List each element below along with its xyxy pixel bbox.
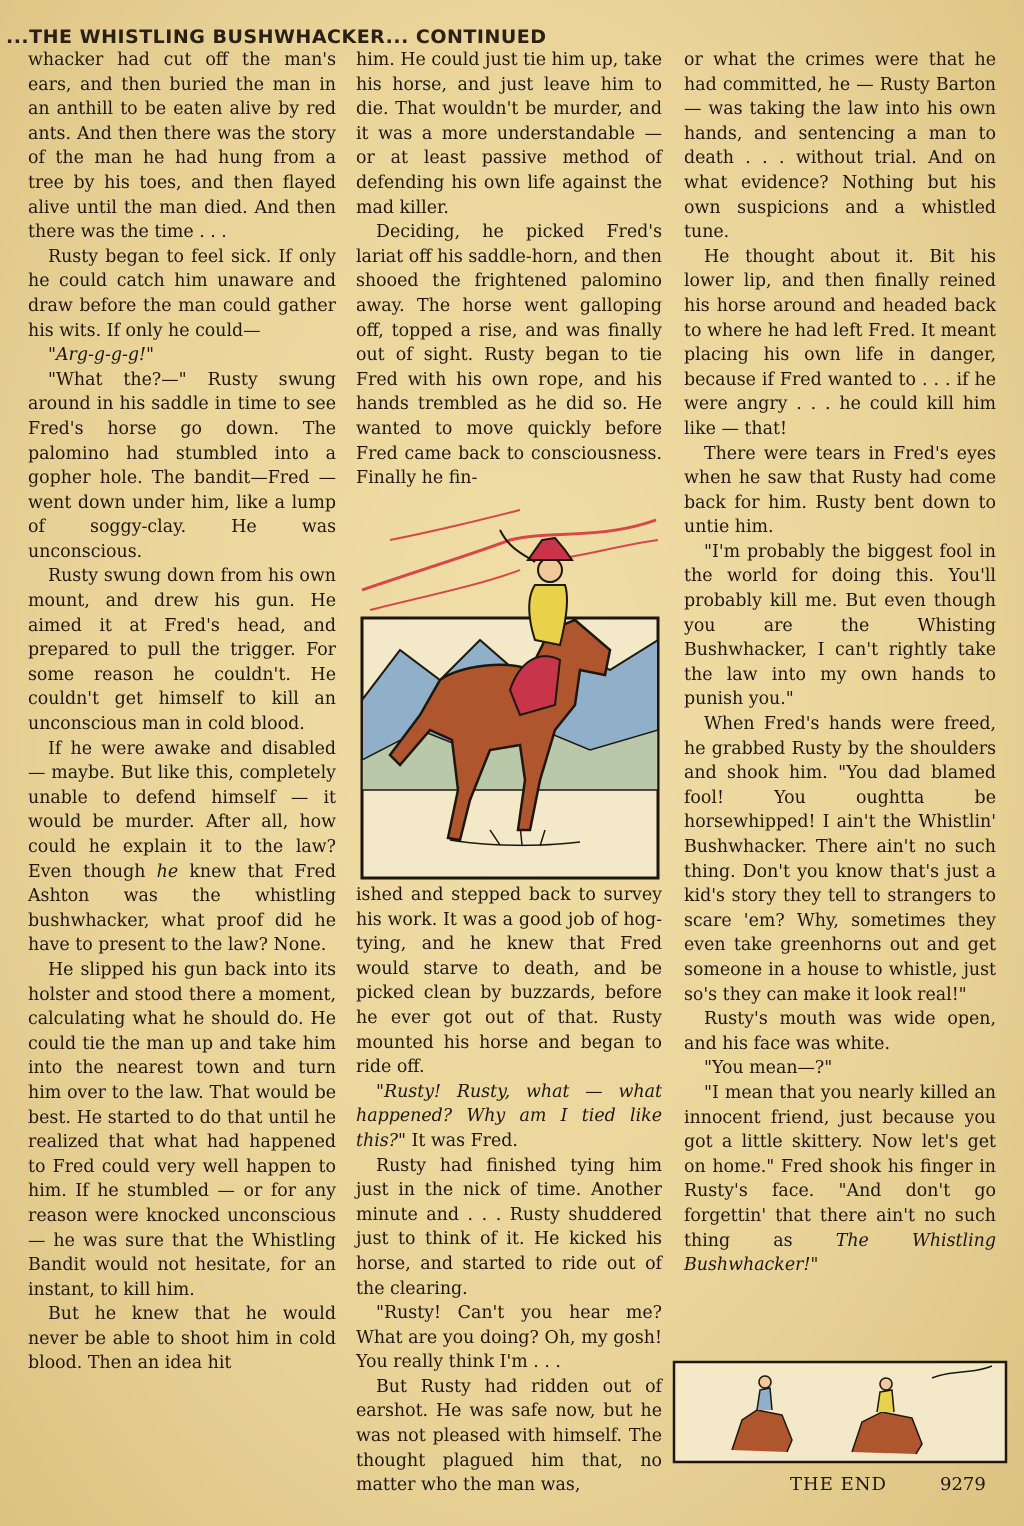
paragraph: Rusty began to feel sick. If only he could catch him unaware and draw before the man could gather his wits. If only he could— xyxy=(28,246,336,341)
text-run: knew that Fred Ashton was the whistling bushwhacker, what proof did he have to present to the law? None. xyxy=(28,861,336,956)
paragraph: "I'm probably the biggest fool in the world for doing this. You'll probably kill me. But even though you are the Whisting Bushwhacker, I can't rightly take the law into my own hands to punish you." xyxy=(684,541,996,710)
paragraph: Rusty had finished tying him just in the nick of time. Another minute and . . . Rusty shuddered just to think of it. He kicked his horse, and started to ride out of the clearing. xyxy=(356,1155,662,1299)
text-column-1 xyxy=(28,48,336,1376)
paragraph: But Rusty had ridden out of earshot. He was safe now, but he was not pleased with himself. The thought plagued him that, no matter who the man was, xyxy=(356,1376,662,1496)
paragraph xyxy=(28,343,336,368)
paragraph: or what the crimes were that he had committed, he — Rusty Barton — was taking the law into his own hands, and sentencing a man to death . . . without trial. And on what evidence? Nothing but his own suspicions and a whistled tune. xyxy=(684,50,996,243)
the-end-label: THE END xyxy=(790,1474,887,1495)
page-number: 9279 xyxy=(940,1474,986,1495)
paragraph xyxy=(356,1080,662,1154)
paragraph: "Rusty! Can't you hear me? What are you doing? Oh, my gosh! You really think I'm . . . xyxy=(356,1303,662,1373)
paragraph: whacker had cut off the man's ears, and then buried the man in an anthill to be eaten alive by red ants. And then there was the story of the man he had hung from a tree by his toes, and then flayed alive until the man died. And then there was the time . . . xyxy=(28,50,336,243)
paragraph: Deciding, he picked Fred's lariat off his saddle-horn, and then shooed the frightened palomino away. The horse went galloping off, topped a rise, and was finally out of sight. Rusty began to tie Fred with his own rope, and his hands trembled as he did so. He wanted to move quickly before Fred came back to consciousness. Finally he fin- xyxy=(356,222,662,489)
text-run: If he were awake and disabled — maybe. But like this, completely unable to defend himself — it would be murder. After all, how could he explain it to the law? Even though xyxy=(28,738,336,882)
paragraph xyxy=(684,1081,996,1278)
paragraph: He thought about it. Bit his lower lip, and then finally reined his horse around and headed back to where he had left Fred. It meant placing his own life in danger, because if Fred wanted to . . . if he were angry . . . he could kill him like — that! xyxy=(684,246,996,439)
riders-end-illustration xyxy=(672,1360,1008,1464)
paragraph: But he knew that he would never be able to shoot him in cold blood. Then an idea hit xyxy=(28,1304,336,1374)
paragraph: "You mean—?" xyxy=(704,1058,833,1079)
story-header: ...THE WHISTLING BUSHWHACKER... CONTINUED xyxy=(6,26,547,48)
text-run: "I mean that you nearly killed an innocent friend, just because you got a little skittery. Now let's get on home." Fred shook his finger in Rusty's face. "And don't go forgettin' that there ain't no such thing as xyxy=(684,1082,996,1251)
paragraph: When Fred's hands were freed, he grabbed Rusty by the shoulders and shook him. "You dad blamed fool! You oughtta be horsewhipped! I ain't the Whistlin' Bushwhacker. There ain't no such thing. Don't you know that's just a kid's story they tell to strangers to scare 'em? Why, sometimes they even take greenhorns out and get someone in a house to whistle, just so's they can make it look real!" xyxy=(684,714,996,1005)
paragraph: "What the?—" Rusty swung around in his saddle in time to see Fred's horse go down. The palomino had stumbled into a gopher hole. The bandit—Fred —went down under him, like a lump of soggy-clay. He was unconscious. xyxy=(28,369,336,562)
paragraph: him. He could just tie him up, take his horse, and just leave him to die. That wouldn't be murder, and it was a more understandable — or at least passive method of defending his own life against the mad killer. xyxy=(356,50,662,218)
cowboy-on-horse-illustration xyxy=(360,500,660,880)
emphasis: The Whistling Bushwhacker!" xyxy=(684,1230,996,1276)
text-column-3 xyxy=(684,48,996,1278)
text-column-2 xyxy=(356,48,662,491)
paragraph: ished and stepped back to survey his work. It was a good job of hog-tying, and he knew that Fred would starve to death, and be picked clean by buzzards, before he ever got out of that. Rusty mounted his horse and began to ride off. xyxy=(356,885,662,1078)
dialogue: "Rusty! Rusty, what — what happened? Why am I tied like this?" xyxy=(356,1081,662,1151)
paragraph: He slipped his gun back into its holster and stood there a moment, calculating what he should do. He could tie the man up and take him into the nearest town and turn him over to the law. That would be best. He started to do that until he realized that what had happened to Fred could very well happen to him. If he stumbled — or for any reason were knocked unconscious — he was sure that the Whistling Bandit would not hesitate, for an instant, to kill him. xyxy=(28,959,336,1300)
paragraph: Rusty's mouth was wide open, and his face was white. xyxy=(684,1009,996,1054)
paragraph: There were tears in Fred's eyes when he saw that Rusty had come back for him. Rusty bent down to untie him. xyxy=(684,443,996,538)
text-run: It was Fred. xyxy=(406,1130,518,1151)
paragraph: Rusty swung down from his own mount, and drew his gun. He aimed it at Fred's head, and prepared to pull the trigger. For some reason he couldn't. He couldn't get himself to kill an unconscious man in cold blood. xyxy=(28,566,336,735)
exclamation: "Arg-g-g-g!" xyxy=(48,345,155,366)
text-column-2-continued xyxy=(356,883,662,1498)
paragraph xyxy=(28,737,336,958)
emphasis: he xyxy=(156,861,179,882)
